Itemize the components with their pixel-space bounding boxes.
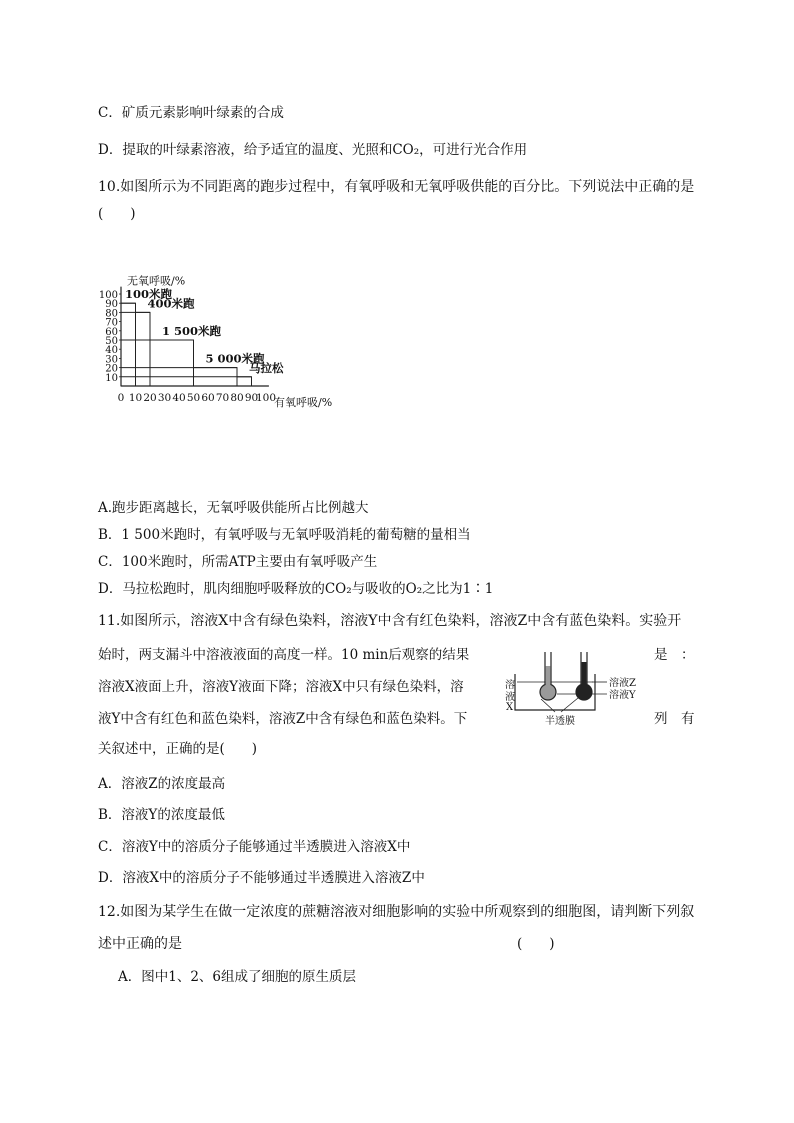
q12-stem-line1: 12.如图为某学生在做一定浓度的蔗糖溶液对细胞影响的实验中所观察到的细胞图，请判断下列叙 <box>98 904 695 920</box>
funnel-z-bulb <box>576 684 592 700</box>
solution-x-label-3: X <box>506 702 514 713</box>
category-label: 5 000米跑 <box>205 351 265 366</box>
y-axis-title: 无氧呼吸/% <box>127 274 186 288</box>
x-tick-label: 30 <box>157 392 172 404</box>
q10-option-b: B．1 500米跑时，有氧呼吸与无氧呼吸消耗的葡萄糖的量相当 <box>98 527 471 543</box>
x-tick-label: 90 <box>244 392 259 404</box>
x-tick-label: 40 <box>172 392 186 404</box>
q12-option-a: A．图中1、2、6组成了细胞的原生质层 <box>118 969 357 985</box>
solution-x-label-1: 溶 <box>505 680 515 691</box>
x-tick-label: 80 <box>230 392 244 404</box>
x-tick-label: 0 <box>117 392 125 404</box>
membrane-label: 半透膜 <box>545 716 575 727</box>
q9-option-d: D．提取的叶绿素溶液，给予适宜的温度、光照和CO₂，可进行光合作用 <box>98 142 528 158</box>
chart-bar <box>237 377 252 386</box>
x-tick-label: 10 <box>128 392 143 404</box>
funnel-y-bulb <box>540 684 556 700</box>
funnel-osmosis-figure <box>505 642 685 742</box>
x-tick-label: 70 <box>215 392 230 404</box>
q11-stem-line3: 溶液X液面上升，溶液Y液面下降；溶液X中只有绿色染料，溶 <box>98 679 464 695</box>
chart-bar <box>121 303 136 386</box>
q11-option-b: B．溶液Y的浓度最低 <box>98 807 225 823</box>
category-label: 1 500米跑 <box>162 324 222 338</box>
q11-option-a: A．溶液Z的浓度最高 <box>98 776 226 792</box>
x-tick-label: 50 <box>186 392 201 404</box>
category-label: 马拉松 <box>249 360 284 375</box>
q10-option-c: C．100米跑时，所需ATP主要由有氧呼吸产生 <box>98 554 378 570</box>
chart-bar <box>150 340 194 386</box>
q12-answer-paren: ( ) <box>517 936 555 952</box>
solution-z-label: 溶液Z <box>609 678 636 689</box>
y-tick-label: 70 <box>105 317 118 329</box>
y-tick-label: 100 <box>98 290 118 301</box>
y-tick-label: 50 <box>105 336 118 347</box>
q10-option-a: A.跑步距离越长，无氧呼吸供能所占比例越大 <box>98 500 369 516</box>
q10-stem: 10.如图所示为不同距离的跑步过程中，有氧呼吸和无氧呼吸供能的百分比。下列说法中正确的是 <box>98 179 695 195</box>
x-tick-label: 60 <box>201 392 215 404</box>
q10-answer-paren: ( ) <box>98 206 136 222</box>
y-tick-label: 20 <box>105 363 118 375</box>
x-tick-label: 20 <box>143 392 157 404</box>
q11-stem-line2: 始时，两支漏斗中溶液液面的高度一样。10 min后观察的结果 <box>98 647 470 663</box>
y-tick-label: 60 <box>105 326 118 338</box>
x-tick-label: 100 <box>255 392 277 404</box>
category-label: 100米跑 <box>125 287 173 302</box>
q10-option-d: D．马拉松跑时，肌肉细胞呼吸释放的CO₂与吸收的O₂之比为1∶1 <box>98 581 494 597</box>
q11-stem-line4: 液Y中含有红色和蓝色染料，溶液Z中含有绿色和蓝色染料。下 <box>98 711 468 727</box>
chart-bar <box>136 312 151 386</box>
category-label: 400米跑 <box>147 296 195 311</box>
q9-option-c: C．矿质元素影响叶绿素的合成 <box>98 105 284 121</box>
y-tick-label: 90 <box>105 299 118 311</box>
q12-stem-line2: 述中正确的是 <box>98 936 182 952</box>
q11-stem-line4-tail: 列 有 <box>654 711 695 727</box>
q11-option-c: C．溶液Y中的溶质分子能够通过半透膜进入溶液X中 <box>98 839 411 855</box>
q11-stem-line1: 11.如图所示，溶液X中含有绿色染料，溶液Y中含有红色染料，溶液Z中含有蓝色染料。实验开 <box>98 613 682 629</box>
solution-x-label-2: 液 <box>505 692 515 703</box>
y-tick-label: 30 <box>105 354 118 366</box>
y-tick-label: 40 <box>105 345 118 357</box>
y-tick-label: 10 <box>105 372 118 384</box>
x-axis-title: 有氧呼吸/% <box>274 396 333 409</box>
solution-y-label: 溶液Y <box>609 690 636 701</box>
q11-option-d: D．溶液X中的溶质分子不能够通过半透膜进入溶液Z中 <box>98 870 425 886</box>
q11-stem-line5: 关叙述中，正确的是( ) <box>98 741 258 757</box>
y-tick-label: 80 <box>105 308 118 320</box>
running-energy-chart <box>0 0 794 440</box>
q11-stem-line2-tail: 是 ： <box>654 647 695 663</box>
